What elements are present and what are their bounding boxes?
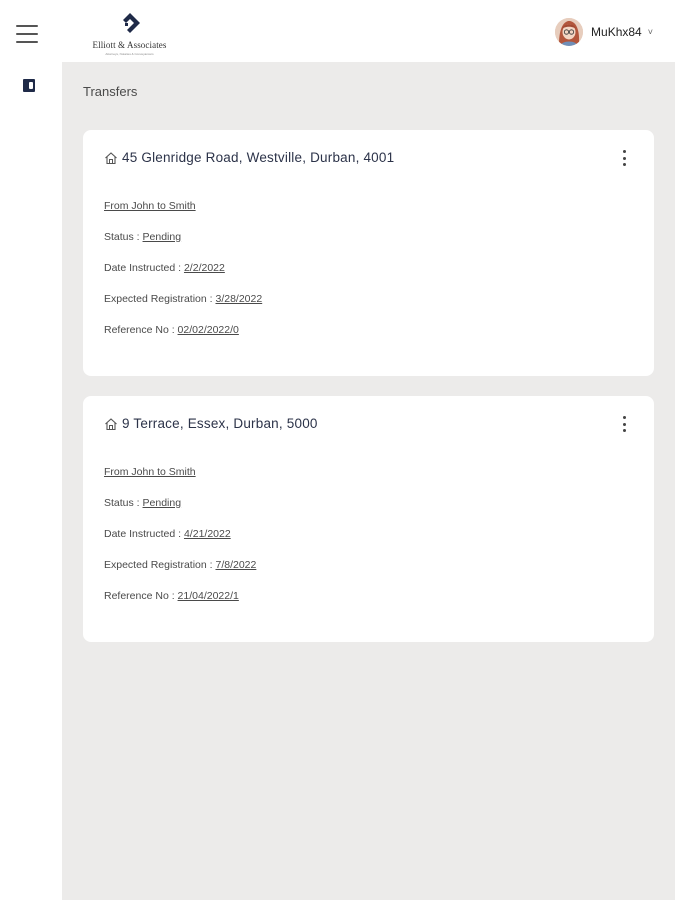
date-instructed-row <box>104 262 262 293</box>
more-options-icon[interactable] <box>618 416 630 432</box>
expected-registration-row <box>104 293 262 324</box>
user-menu[interactable] <box>555 17 653 47</box>
username: MuKhx84 <box>591 25 642 39</box>
reference-value[interactable]: 02/02/2022/0 <box>177 324 239 336</box>
transfer-card[interactable] <box>83 130 654 376</box>
date-instructed-value[interactable]: 4/21/2022 <box>183 528 231 540</box>
main-content <box>62 62 675 900</box>
status-row <box>104 231 262 262</box>
page-title: Transfers <box>83 84 138 99</box>
top-bar <box>62 0 675 62</box>
home-icon <box>104 151 118 165</box>
expected-registration-value[interactable]: 7/8/2022 <box>215 559 257 571</box>
date-instructed-label: Date Instructed : <box>104 262 184 274</box>
status-label: Status : <box>104 231 143 243</box>
card-header <box>104 416 318 431</box>
more-options-icon[interactable] <box>618 150 630 166</box>
home-icon <box>104 417 118 431</box>
date-instructed-row <box>104 528 256 559</box>
card-header <box>104 150 394 165</box>
reference-label: Reference No : <box>104 590 178 602</box>
chevron-down-icon: ˅ <box>647 27 653 37</box>
sidebar <box>0 0 62 900</box>
expected-registration-value[interactable]: 3/28/2022 <box>215 293 263 305</box>
document-icon[interactable] <box>23 79 35 92</box>
logo-name: Elliott & Associates <box>92 40 167 50</box>
date-instructed-value[interactable]: 2/2/2022 <box>183 262 225 274</box>
transfer-card[interactable] <box>83 396 654 642</box>
hamburger-menu-icon[interactable] <box>16 25 38 43</box>
avatar <box>555 18 583 46</box>
property-address: 9 Terrace, Essex, Durban, 5000 <box>122 416 318 431</box>
reference-value[interactable]: 21/04/2022/1 <box>177 590 239 602</box>
date-instructed-label: Date Instructed : <box>104 528 184 540</box>
reference-row <box>104 590 256 621</box>
expected-registration-label: Expected Registration : <box>104 293 216 305</box>
status-value[interactable]: Pending <box>142 231 182 243</box>
transfer-parties-link[interactable]: From John to Smith <box>104 466 196 478</box>
company-logo[interactable] <box>82 12 177 60</box>
expected-registration-label: Expected Registration : <box>104 559 216 571</box>
transfer-parties-link[interactable]: From John to Smith <box>104 200 196 212</box>
reference-row <box>104 324 262 355</box>
reference-label: Reference No : <box>104 324 178 336</box>
logo-mark-icon <box>116 12 144 36</box>
expected-registration-row <box>104 559 256 590</box>
status-row <box>104 497 256 528</box>
property-address: 45 Glenridge Road, Westville, Durban, 4001 <box>122 150 395 165</box>
status-label: Status : <box>104 497 143 509</box>
logo-tagline: Attorneys, Notaries & Conveyancers <box>105 52 154 56</box>
status-value[interactable]: Pending <box>142 497 182 509</box>
